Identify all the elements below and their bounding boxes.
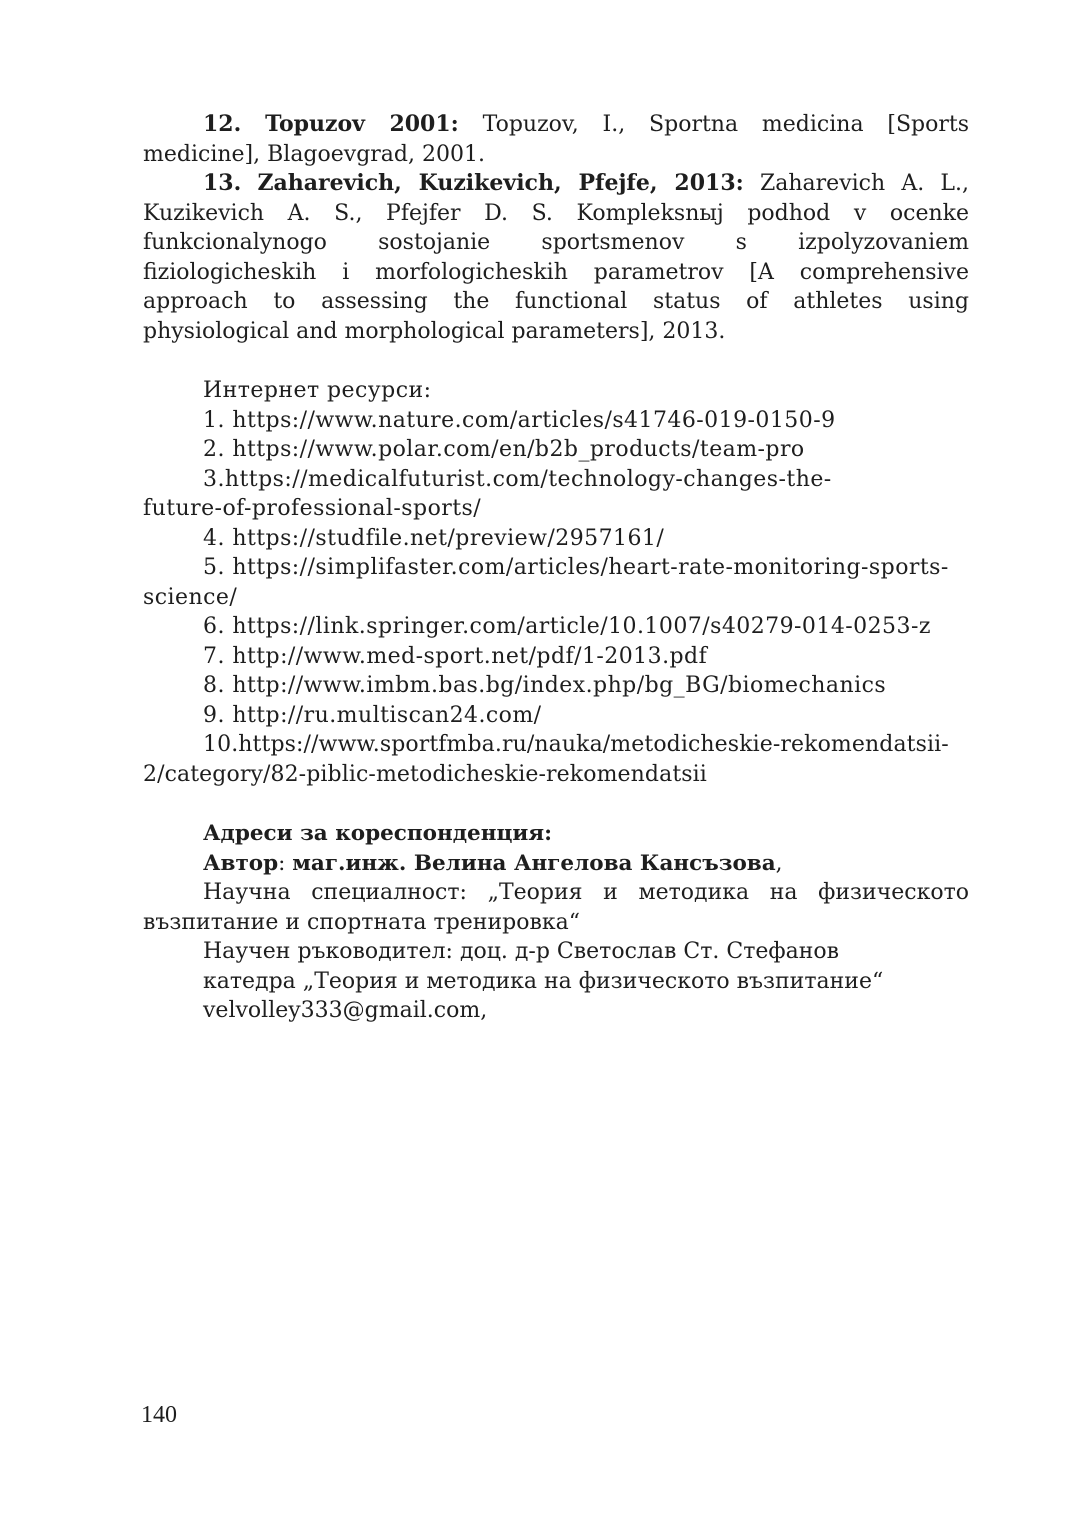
author-label: Автор [203, 850, 279, 876]
link-item-3[interactable]: 3.https://medicalfuturist.com/technology-changes-the-future-of-professional-sports/ [143, 466, 832, 521]
supervisor: Научен ръководител: доц. д-р Светослав Ст. Стефанов [203, 939, 840, 964]
correspondence-heading: Адреси за кореспонденция: [203, 821, 553, 846]
reference-number: 12. [203, 111, 242, 137]
link-item-4[interactable]: 4. https://studfile.net/preview/2957161/ [203, 525, 665, 551]
reference-text: Zaharevich A. L., Kuzikevich A. S., Pfejfer D. S. Kompleksnыj podhod v ocenke funkcionalynogo sostojanie sportsmenov s izpolyzovaniem fiziologicheskih i morfologicheskih parametrov [A comprehensive approach to assessing the functional status of athletes using physiological and morphological parameters], 2013. [143, 171, 970, 344]
reference-key: Zaharevich, Kuzikevich, Pfejfe, 2013: [257, 170, 744, 196]
link-item-10[interactable]: 10.https://www.sportfmba.ru/nauka/metodicheskie-rekomendatsii-2/category/82-piblic-metodicheskie-rekomendatsii [143, 732, 949, 787]
link-item-5[interactable]: 5. https://simplifaster.com/articles/heart-rate-monitoring-sports-science/ [143, 555, 949, 610]
link-item-1[interactable]: 1. https://www.nature.com/articles/s41746-019-0150-9 [203, 407, 836, 433]
author-separator: : [278, 850, 293, 876]
reference-text: Topuzov, I., Sportna medicina [Sports medicine], Blagoevgrad, 2001. [143, 112, 970, 167]
link-item-7[interactable]: 7. http://www.med-sport.net/pdf/1-2013.pdf [203, 643, 708, 669]
internet-resources-heading: Интернет ресурси: [203, 378, 432, 403]
internet-resources [143, 376, 969, 789]
department: катедра „Теория и методика на физическото възпитание“ [203, 968, 884, 994]
page-number: 140 [141, 1402, 177, 1428]
author-name: маг.инж. Велина Ангелова Кансъзова [292, 850, 776, 876]
author-line [203, 849, 969, 879]
link-item-6[interactable]: 6. https://link.springer.com/article/10.1007/s40279-014-0253-z [203, 614, 931, 639]
reference-key: Topuzov 2001: [265, 111, 459, 137]
link-item-8[interactable]: 8. http://www.imbm.bas.bg/index.php/bg_BG/biomechanics [203, 673, 887, 698]
link-item-2[interactable]: 2. https://www.polar.com/en/b2b_products/team-pro [203, 437, 805, 462]
specialty: Научна специалност: „Теория и методика на физическото възпитание и спортната тренировка“ [143, 880, 969, 935]
author-trail: , [775, 850, 783, 876]
email[interactable]: velvolley333@gmail.com, [203, 998, 488, 1023]
page-body [143, 110, 969, 1026]
reference-12 [143, 110, 969, 169]
link-item-9[interactable]: 9. http://ru.multiscan24.com/ [203, 702, 542, 728]
reference-13 [143, 169, 969, 346]
correspondence-section [143, 819, 969, 1026]
reference-number: 13. [203, 170, 242, 196]
